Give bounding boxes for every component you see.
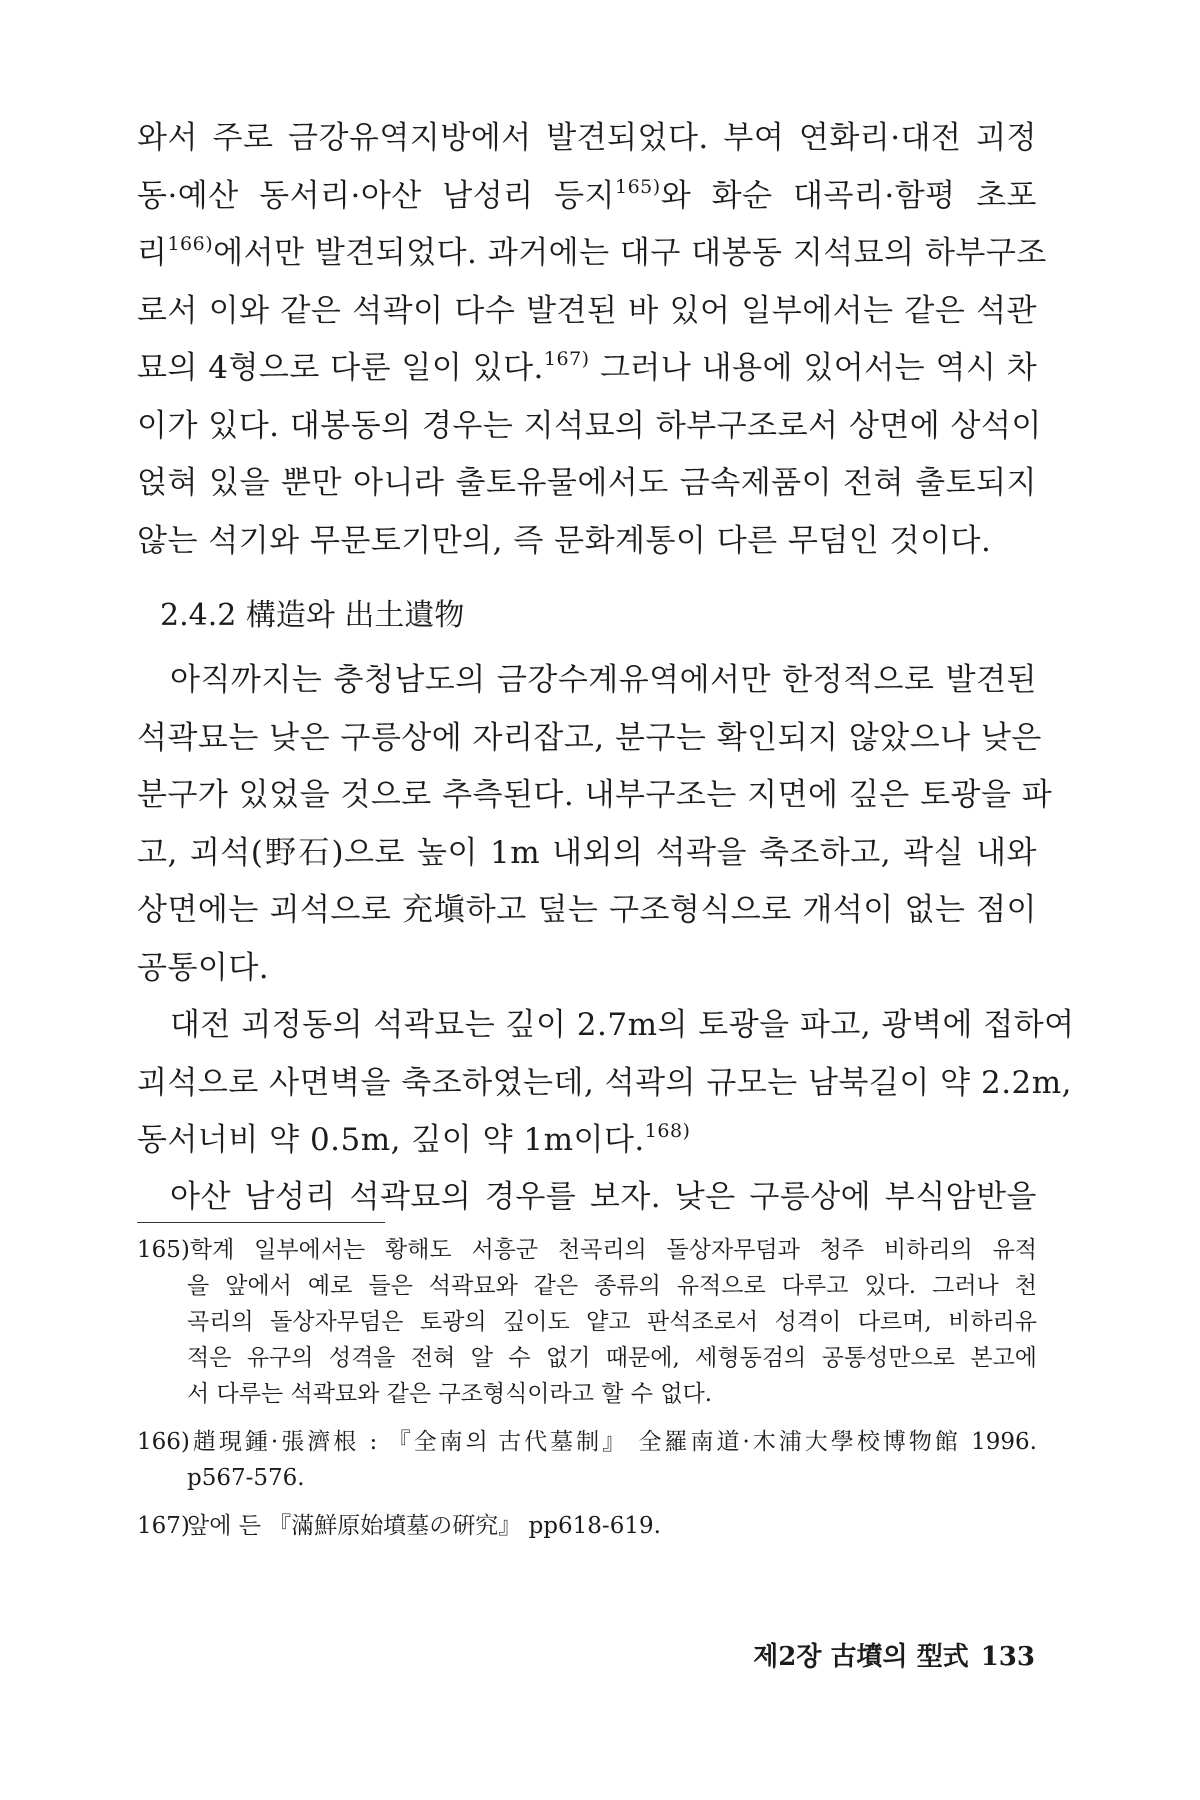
text-line: 로서 이와 같은 석곽이 다수 발견된 바 있어 일부에서는 같은 석관 [137,292,1037,329]
text-line: 공통이다. [137,949,270,986]
text-line: 석곽묘는 낮은 구릉상에 자리잡고, 분구는 확인되지 않았으나 낮은 [137,719,1042,756]
footnote-line: 165)학계 일부에서는 황해도 서흥군 천곡리의 돌상자무덤과 청주 비하리의 유적 [137,1237,1037,1263]
section-heading: 2.4.2 構造와 出土遺物 [160,598,465,633]
text-line: 동서너비 약 0.5m, 깊이 약 1m이다.$^{168)}$ [137,1120,691,1158]
footnote-line: 서 다루는 석곽묘와 같은 구조형식이라고 할 수 없다. [187,1381,713,1407]
paragraph-burial-distribution [137,110,1047,570]
text-line: 괴석으로 사면벽을 축조하였는데, 석곽의 규모는 남북길이 약 2.2m, [137,1064,1073,1101]
paragraph-daejeon [137,997,1075,1170]
footnote-line: 적은 유구의 성격을 전혀 알 수 없기 때문에, 세형동검의 공통성만으로 본고에 [187,1345,1037,1371]
paragraph-structure [137,652,1053,997]
text-line: 동·예산 동서리·아산 남성리 등지$^{165)}$와 화순 대곡리·함평 초포 [137,175,1037,214]
footnote-ref-168: 168) [644,1120,691,1142]
footnotes [137,1232,1037,1544]
footnote-ref-165: 165) [615,175,661,198]
text-line: 않는 석기와 무문토기만의, 즉 문화계통이 다른 무덤인 것이다. [137,522,992,559]
text-line: 리$^{166)}$에서만 발견되었다. 과거에는 대구 대봉동 지석묘의 하부구조 [137,233,1047,271]
footnote-ref-166: 166) [167,233,214,255]
text-line: 얹혀 있을 뿐만 아니라 출토유물에서도 금속제품이 전혀 출토되지 [137,465,1037,501]
text-line: 아산 남성리 석곽묘의 경우를 보자. 낮은 구릉상에 부식암반을 [170,1179,1037,1215]
text-line: 분구가 있었을 것으로 추측된다. 내부구조는 지면에 깊은 토광을 파 [137,777,1053,813]
text-line: 와서 주로 금강유역지방에서 발견되었다. 부여 연화리·대전 괴정 [137,120,1037,156]
footnote-line: p567-576. [187,1465,305,1491]
footnote-gap [137,1496,1037,1508]
footnote-line: 을 앞에서 예로 들은 석곽묘와 같은 종류의 유적으로 다루고 있다. 그러나 천 [187,1273,1037,1299]
footnote-number: 167) [137,1513,190,1539]
paragraph-asan [137,1169,1037,1227]
text-line: 아직까지는 충청남도의 금강수계유역에서만 한정적으로 발견된 [170,662,1037,698]
footnote-number: 165) [137,1237,190,1263]
footnote-line: 곡리의 돌상자무덤은 토광의 깊이도 얕고 판석조로서 성격이 다르며, 비하리유 [187,1309,1037,1335]
page-number: 133 [980,1642,1035,1672]
text-line: 상면에는 괴석으로 充塡하고 덮는 구조형식으로 개석이 없는 점이 [137,892,1037,928]
running-footer [753,1640,1035,1674]
footnote-gap [137,1412,1037,1424]
text-line: 대전 괴정동의 석곽묘는 깊이 2.7m의 토광을 파고, 광벽에 접하여 [170,1007,1075,1043]
footnote-ref-167: 167) [543,348,590,370]
footnote-166 [137,1424,1037,1496]
text-line: 이가 있다. 대봉동의 경우는 지석묘의 하부구조로서 상면에 상석이 [137,407,1042,444]
footnote-line: 166)趙現鍾·張濟根 : 『全南의 古代墓制』 全羅南道·木浦大學校博物館 1996. [137,1429,1037,1455]
text-line: 고, 괴석(野石)으로 높이 1m 내외의 석곽을 축조하고, 곽실 내와 [137,834,1037,871]
footnote-line: 167)앞에 든 『滿鮮原始墳墓の硏究』 pp618-619. [137,1508,1037,1544]
footnote-number: 166) [137,1429,190,1455]
footnote-separator [137,1222,385,1223]
text-line: 묘의 4형으로 다룬 일이 있다.$^{167)}$ 그러나 내용에 있어서는 역시 차 [137,348,1038,386]
footnote-165 [137,1232,1037,1412]
footnote-167 [137,1508,1037,1544]
chapter-title: 제2장 古墳의 型式 [753,1642,969,1672]
